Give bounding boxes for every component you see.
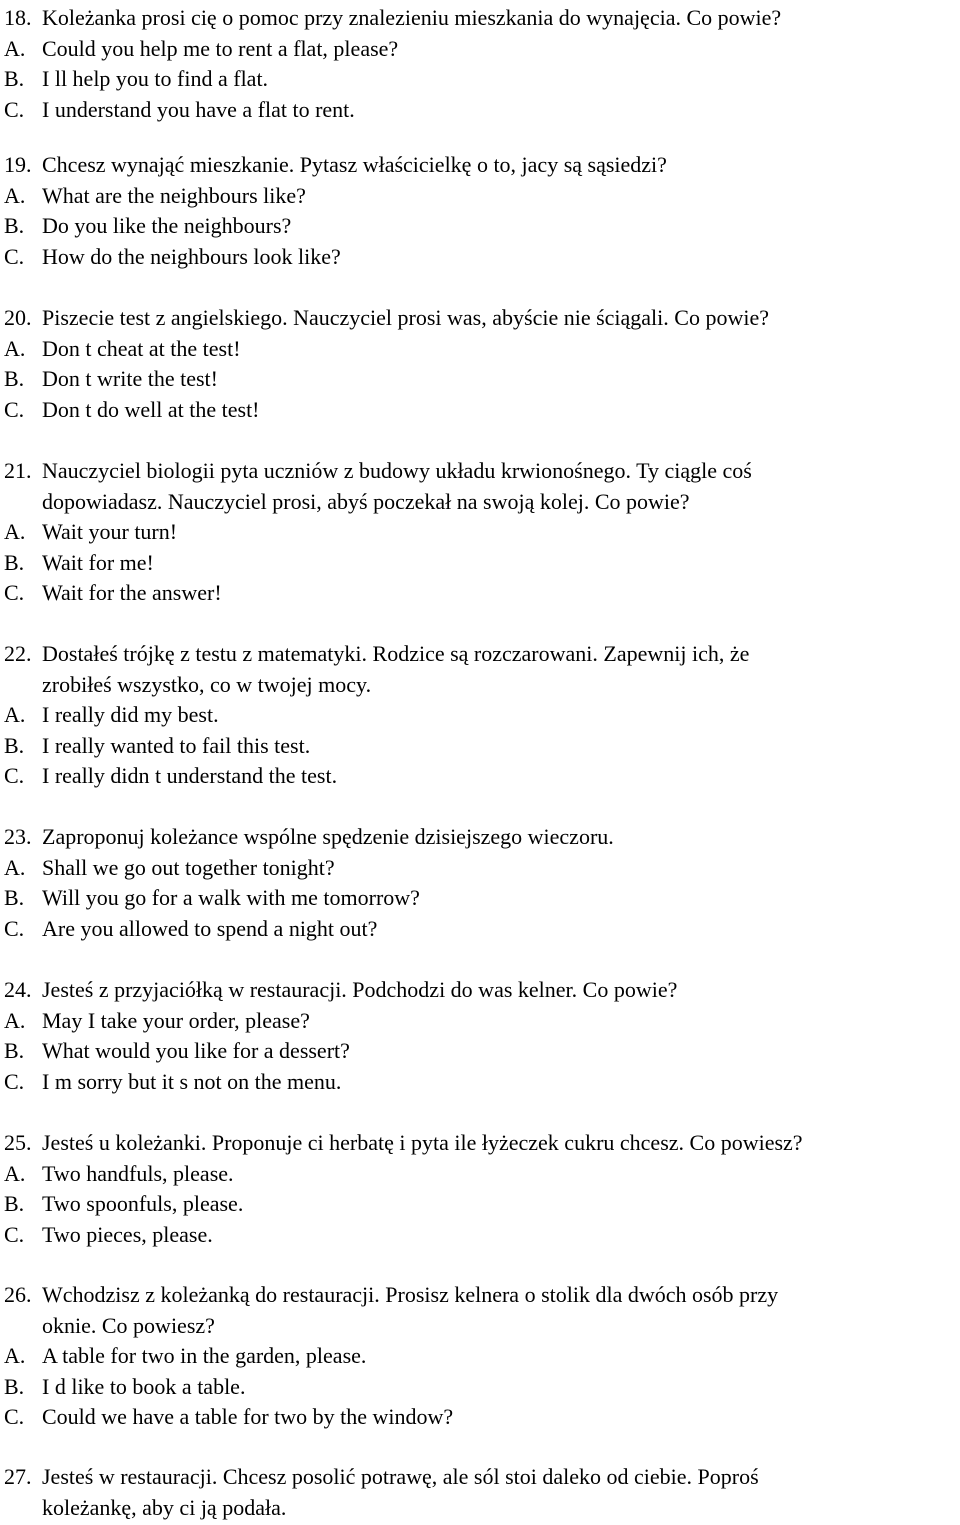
answer-option-c [0, 1402, 960, 1433]
option-text: I d like to book a table. [42, 1373, 246, 1399]
option-text: I m sorry but it s not on the menu. [42, 1068, 342, 1094]
option-text: I really didn t understand the test. [42, 763, 338, 789]
option-text: What are the neighbours like? [42, 182, 306, 208]
question-prompt [0, 150, 960, 181]
option-text: Two handfuls, please. [42, 1160, 234, 1186]
question-prompt-continued [0, 1493, 960, 1524]
answer-option-c [0, 1067, 960, 1098]
question-prompt [0, 639, 960, 670]
answer-option-a [0, 181, 960, 212]
option-text: May I take your order, please? [42, 1007, 310, 1033]
option-text: I understand you have a flat to rent. [42, 96, 355, 122]
option-letter: B. [4, 1191, 25, 1217]
option-letter: C. [4, 243, 25, 269]
answer-option-a [0, 34, 960, 65]
question-text: Chcesz wynająć mieszkanie. Pytasz właścicielkę o to, jacy są sąsiedzi? [42, 152, 667, 177]
question-text: Zaproponuj koleżance wspólne spędzenie dzisiejszego wieczoru. [42, 824, 614, 849]
answer-option-b [0, 1372, 960, 1403]
question-24 [0, 975, 960, 1097]
option-letter: B. [4, 1038, 25, 1064]
option-text: Two spoonfuls, please. [42, 1191, 244, 1217]
option-text: I really did my best. [42, 702, 219, 728]
answer-option-b [0, 731, 960, 762]
question-prompt-continued [0, 487, 960, 518]
option-text: Don t cheat at the test! [42, 335, 241, 361]
option-letter: C. [4, 915, 25, 941]
question-26 [0, 1280, 960, 1433]
answer-option-c [0, 914, 960, 945]
question-text: oknie. Co powiesz? [42, 1312, 215, 1338]
question-number: 25. [4, 1130, 32, 1155]
question-number: 23. [4, 824, 32, 849]
answer-option-b [0, 883, 960, 914]
question-text: Nauczyciel biologii pyta uczniów z budowy układu krwionośnego. Ty ciągle coś [42, 458, 752, 483]
answer-option-c [0, 761, 960, 792]
answer-option-b [0, 364, 960, 395]
answer-option-a [0, 334, 960, 365]
question-number: 27. [4, 1464, 32, 1489]
answer-option-a [0, 1341, 960, 1372]
answer-option-c [0, 578, 960, 609]
question-prompt [0, 456, 960, 487]
question-text: Dostałeś trójkę z testu z matematyki. Rodzice są rozczarowani. Zapewnij ich, że [42, 641, 750, 666]
option-text: Are you allowed to spend a night out? [42, 915, 378, 941]
question-23 [0, 822, 960, 944]
answer-option-c [0, 1220, 960, 1251]
question-prompt [0, 1280, 960, 1311]
answer-option-b [0, 548, 960, 579]
option-letter: B. [4, 549, 25, 575]
option-text: How do the neighbours look like? [42, 243, 341, 269]
question-text: Jesteś w restauracji. Chcesz posolić potrawę, ale sól stoi daleko od ciebie. Poproś [42, 1464, 759, 1489]
option-text: Shall we go out together tonight? [42, 854, 335, 880]
option-text: Wait for me! [42, 549, 154, 575]
question-number: 26. [4, 1282, 32, 1307]
answer-option-b [0, 1189, 960, 1220]
question-prompt [0, 1128, 960, 1159]
question-text: Piszecie test z angielskiego. Nauczyciel prosi was, abyście nie ściągali. Co powie? [42, 305, 769, 330]
option-text: A table for two in the garden, please. [42, 1343, 367, 1369]
answer-option-a [0, 517, 960, 548]
answer-option-a [0, 853, 960, 884]
option-letter: A. [4, 335, 26, 361]
option-letter: A. [4, 519, 26, 545]
option-letter: A. [4, 1343, 26, 1369]
option-text: Do you like the neighbours? [42, 213, 292, 239]
option-text: Could you help me to rent a flat, please? [42, 35, 399, 61]
question-text: koleżankę, aby ci ją podała. [42, 1494, 287, 1520]
option-letter: C. [4, 96, 25, 122]
answer-option-a [0, 1159, 960, 1190]
answer-option-c [0, 242, 960, 273]
question-19 [0, 150, 960, 272]
question-text: Koleżanka prosi cię o pomoc przy znalezieniu mieszkania do wynajęcia. Co powie? [42, 5, 782, 30]
answer-option-a [0, 700, 960, 731]
option-text: Will you go for a walk with me tomorrow? [42, 885, 420, 911]
question-text: Jesteś u koleżanki. Proponuje ci herbatę i pyta ile łyżeczek cukru chcesz. Co powiesz? [42, 1130, 803, 1155]
question-25 [0, 1128, 960, 1250]
option-text: Two pieces, please. [42, 1221, 213, 1247]
question-18 [0, 3, 960, 125]
option-letter: B. [4, 366, 25, 392]
answer-option-b [0, 1036, 960, 1067]
question-text: zrobiłeś wszystko, co w twojej mocy. [42, 671, 372, 697]
answer-option-a [0, 1006, 960, 1037]
option-letter: A. [4, 182, 26, 208]
question-27 [0, 1462, 960, 1523]
option-letter: C. [4, 1068, 25, 1094]
question-prompt [0, 975, 960, 1006]
option-letter: A. [4, 702, 26, 728]
option-letter: B. [4, 213, 25, 239]
option-letter: A. [4, 1160, 26, 1186]
option-text: Wait your turn! [42, 519, 178, 545]
question-21 [0, 456, 960, 609]
option-letter: C. [4, 1404, 25, 1430]
option-letter: B. [4, 885, 25, 911]
question-number: 24. [4, 977, 32, 1002]
option-letter: B. [4, 1373, 25, 1399]
option-text: I really wanted to fail this test. [42, 732, 311, 758]
question-prompt-continued [0, 1311, 960, 1342]
answer-option-b [0, 64, 960, 95]
question-prompt-continued [0, 670, 960, 701]
option-text: Don t write the test! [42, 366, 218, 392]
option-letter: A. [4, 35, 26, 61]
question-number: 21. [4, 458, 32, 483]
question-prompt [0, 1462, 960, 1493]
option-text: Wait for the answer! [42, 580, 222, 606]
question-22 [0, 639, 960, 792]
answer-option-b [0, 211, 960, 242]
option-text: Could we have a table for two by the window? [42, 1404, 454, 1430]
question-prompt [0, 3, 960, 34]
question-text: Jesteś z przyjaciółką w restauracji. Podchodzi do was kelner. Co powie? [42, 977, 678, 1002]
option-text: I ll help you to find a flat. [42, 66, 269, 92]
option-letter: C. [4, 396, 25, 422]
question-prompt [0, 303, 960, 334]
question-20 [0, 303, 960, 425]
option-letter: B. [4, 732, 25, 758]
question-text: dopowiadasz. Nauczyciel prosi, abyś poczekał na swoją kolej. Co powie? [42, 488, 690, 514]
question-number: 22. [4, 641, 32, 666]
option-letter: C. [4, 763, 25, 789]
option-letter: B. [4, 66, 25, 92]
question-number: 20. [4, 305, 32, 330]
option-text: Don t do well at the test! [42, 396, 260, 422]
question-number: 19. [4, 152, 32, 177]
option-text: What would you like for a dessert? [42, 1038, 350, 1064]
answer-option-c [0, 95, 960, 126]
option-letter: A. [4, 854, 26, 880]
answer-option-c [0, 395, 960, 426]
option-letter: A. [4, 1007, 26, 1033]
question-prompt [0, 822, 960, 853]
option-letter: C. [4, 580, 25, 606]
option-letter: C. [4, 1221, 25, 1247]
question-text: Wchodzisz z koleżanką do restauracji. Prosisz kelnera o stolik dla dwóch osób przy [42, 1282, 779, 1307]
question-number: 18. [4, 5, 32, 30]
